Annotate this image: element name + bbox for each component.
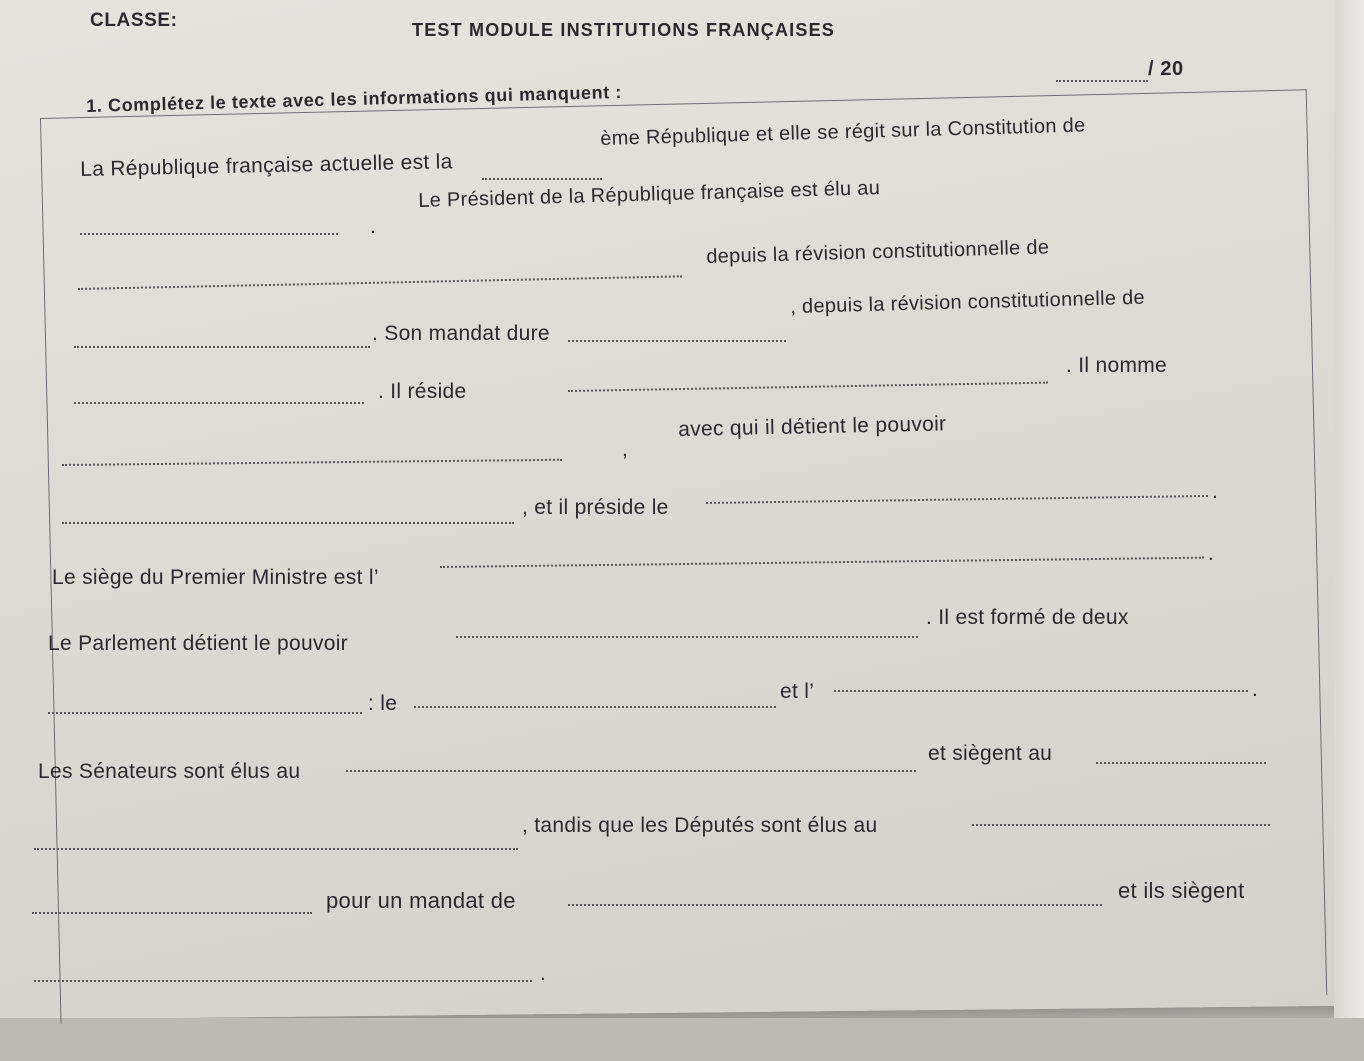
- blank-16[interactable]: [346, 770, 916, 772]
- class-label: CLASSE:: [90, 10, 178, 31]
- text-line-8b: .: [1208, 542, 1215, 565]
- text-line-7a: , et il préside le: [522, 496, 669, 519]
- question-heading: 1. Complétez le texte avec les informations qui manquent :: [86, 81, 623, 116]
- blank-9[interactable]: [62, 522, 514, 524]
- text-line-2a: .: [370, 215, 377, 238]
- text-line-2b: Le Président de la République française est élu au: [418, 177, 881, 212]
- text-line-13b: et ils siègent: [1118, 878, 1245, 903]
- blank-22[interactable]: [34, 980, 532, 982]
- score-blank[interactable]: [1056, 80, 1148, 82]
- text-line-13a: pour un mandat de: [326, 888, 516, 913]
- text-line-8a: Le siège du Premier Ministre est l’: [52, 566, 379, 589]
- text-line-12a: , tandis que les Députés sont élus au: [522, 814, 878, 837]
- blank-12[interactable]: [456, 636, 918, 638]
- text-line-10c: .: [1252, 678, 1259, 701]
- text-line-4b: , depuis la révision constitutionnelle de: [790, 286, 1146, 318]
- blank-21[interactable]: [568, 904, 1102, 906]
- text-line-11b: et siègent au: [928, 742, 1053, 765]
- blank-1[interactable]: [482, 178, 602, 180]
- text-line-9b: . Il est formé de deux: [926, 606, 1129, 629]
- text-line-1b: ème République et elle se régit sur la Constitution de: [600, 114, 1086, 150]
- text-line-1a: La République française actuelle est la: [80, 150, 453, 181]
- text-line-9a: Le Parlement détient le pouvoir: [48, 632, 348, 655]
- paper-edge: [1334, 0, 1364, 1061]
- blank-15[interactable]: [834, 690, 1248, 692]
- blank-20[interactable]: [32, 912, 312, 914]
- text-line-10a: : le: [368, 692, 398, 715]
- text-line-5b: . Il nomme: [1066, 354, 1168, 377]
- blank-19[interactable]: [972, 824, 1270, 826]
- blank-5[interactable]: [568, 340, 786, 342]
- text-line-6b: avec qui il détient le pouvoir: [678, 412, 947, 441]
- table-surface: [0, 1018, 1364, 1061]
- text-line-4a: . Son mandat dure: [372, 322, 550, 345]
- test-title: TEST MODULE INSTITUTIONS FRANÇAISES: [412, 20, 836, 40]
- blank-4[interactable]: [74, 346, 370, 348]
- text-line-3b: depuis la révision constitutionnelle de: [706, 236, 1050, 268]
- blank-14[interactable]: [414, 706, 776, 708]
- blank-2[interactable]: [80, 233, 338, 235]
- text-line-11a: Les Sénateurs sont élus au: [38, 760, 301, 783]
- text-line-14a: .: [540, 962, 547, 985]
- text-line-6a: ,: [622, 438, 629, 461]
- score-total: / 20: [1148, 58, 1184, 80]
- text-line-10b: et l’: [780, 680, 815, 703]
- blank-18[interactable]: [34, 848, 518, 850]
- blank-13[interactable]: [48, 712, 362, 714]
- blank-6[interactable]: [74, 402, 364, 404]
- blank-17[interactable]: [1096, 762, 1266, 764]
- text-line-7b: .: [1212, 480, 1219, 503]
- text-line-5a: . Il réside: [378, 380, 467, 403]
